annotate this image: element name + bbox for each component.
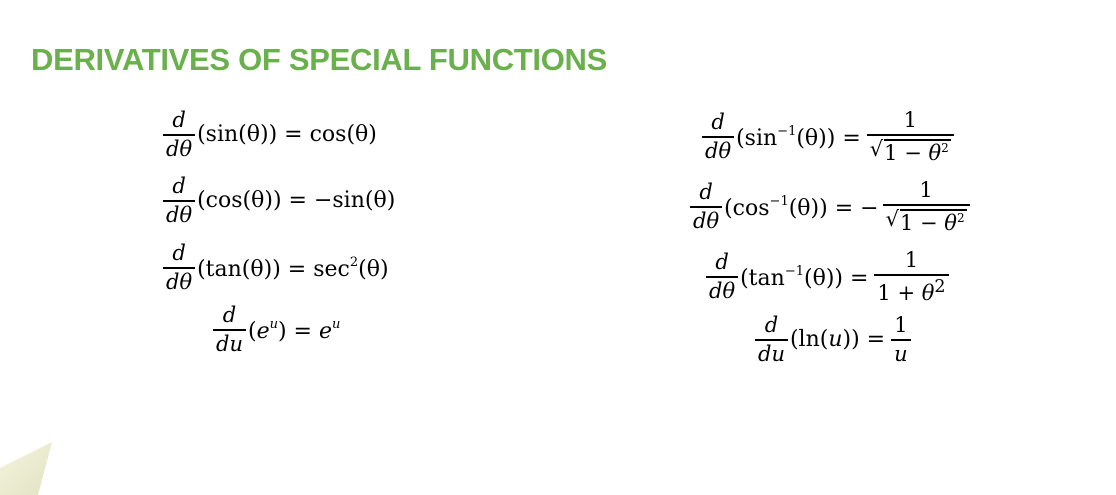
exponent: 2 xyxy=(349,254,359,270)
derivative-operator xyxy=(706,252,738,302)
radicand-variable: θ xyxy=(928,141,942,165)
result-numerator: 1 xyxy=(903,108,917,132)
derivative-operator xyxy=(213,305,246,355)
base: e xyxy=(256,318,270,344)
formula-expression xyxy=(724,195,878,220)
radical-sign: √ xyxy=(885,207,899,231)
result-denominator xyxy=(891,339,911,365)
formula-expression xyxy=(740,265,868,290)
denominator-part: 1 + xyxy=(877,281,922,305)
radicand-part: 1 − xyxy=(884,141,929,165)
expression-part: (θ)) = − xyxy=(788,195,879,221)
radicand-part: 1 − xyxy=(899,211,945,235)
derivative-operator xyxy=(690,182,722,232)
operator-denominator: dθ xyxy=(163,267,195,293)
formula-expression xyxy=(197,256,388,281)
radicand xyxy=(900,209,967,234)
result-denominator xyxy=(883,204,970,234)
expression-part: (θ)) = xyxy=(796,125,861,151)
exponent: −1 xyxy=(769,193,789,209)
result-fraction xyxy=(891,315,911,365)
exponent: −1 xyxy=(777,123,797,139)
radicand-variable: θ xyxy=(944,211,957,235)
operator-numerator: d xyxy=(172,174,186,198)
expression-part: (θ)) = xyxy=(803,265,869,291)
operator-numerator: d xyxy=(715,250,729,274)
exponent: 2 xyxy=(934,277,946,297)
formula-d-ln xyxy=(755,315,911,365)
operator-numerator: d xyxy=(172,241,186,265)
result-denominator xyxy=(874,274,948,304)
formula-expression: (sin(θ)) = cos(θ) xyxy=(197,122,377,147)
formula-d-tan xyxy=(163,243,389,293)
expression-part: ) = xyxy=(277,318,319,344)
expression-part: (sin xyxy=(736,125,778,151)
result-numerator: 1 xyxy=(904,248,919,272)
denominator-variable: u xyxy=(894,342,908,366)
square-root xyxy=(870,139,951,164)
formula-d-arcsin xyxy=(702,110,954,164)
operator-numerator: d xyxy=(222,303,237,327)
expression-part: (θ) xyxy=(358,256,389,282)
exponent: −1 xyxy=(784,263,804,279)
corner-decoration xyxy=(0,440,60,495)
exponent: u xyxy=(269,316,278,332)
base: e xyxy=(318,318,333,344)
exponent: 2 xyxy=(941,141,949,155)
formula-d-arctan xyxy=(706,250,949,304)
derivative-operator xyxy=(163,243,195,293)
denominator-variable: θ xyxy=(921,281,935,305)
result-denominator xyxy=(867,134,954,164)
exponent: 2 xyxy=(956,211,965,225)
result-numerator: 1 xyxy=(894,313,908,337)
operator-denominator: dθ xyxy=(702,136,734,162)
radicand xyxy=(884,139,951,164)
expression-part: (tan xyxy=(740,265,785,291)
expression-part: (tan(θ)) = sec xyxy=(197,256,350,282)
operator-denominator: du xyxy=(213,329,246,355)
derivative-operator xyxy=(755,315,788,365)
formula-d-sin xyxy=(163,110,377,160)
exponent: u xyxy=(332,316,341,332)
result-fraction xyxy=(874,250,948,304)
result-fraction xyxy=(867,110,954,164)
operator-denominator: dθ xyxy=(163,134,195,160)
variable: u xyxy=(828,327,843,352)
operator-numerator: d xyxy=(172,108,186,132)
derivative-operator xyxy=(163,176,195,226)
formula-expression xyxy=(248,318,340,343)
formula-d-arccos xyxy=(690,180,970,234)
operator-denominator: dθ xyxy=(163,200,195,226)
formula-d-cos xyxy=(163,176,395,226)
expression-part: (cos xyxy=(724,195,770,221)
expression-part: )) = xyxy=(842,327,886,352)
formula-d-exp xyxy=(213,305,340,355)
operator-denominator: dθ xyxy=(706,276,738,302)
operator-denominator: du xyxy=(755,339,788,365)
derivative-operator xyxy=(163,110,195,160)
square-root xyxy=(886,209,967,234)
radical-sign: √ xyxy=(869,137,884,161)
expression-part: ( xyxy=(247,318,257,344)
result-numerator: 1 xyxy=(919,178,933,202)
expression-part: (ln( xyxy=(789,327,829,352)
formula-expression xyxy=(790,329,885,351)
result-fraction xyxy=(883,180,970,234)
operator-numerator: d xyxy=(699,180,713,204)
derivative-operator xyxy=(702,112,734,162)
formula-expression xyxy=(736,125,861,150)
formula-expression: (cos(θ)) = −sin(θ) xyxy=(197,188,396,213)
operator-numerator: d xyxy=(764,313,779,337)
operator-denominator: dθ xyxy=(690,206,722,232)
page-title: DERIVATIVES OF SPECIAL FUNCTIONS xyxy=(31,42,608,77)
operator-numerator: d xyxy=(711,110,725,134)
